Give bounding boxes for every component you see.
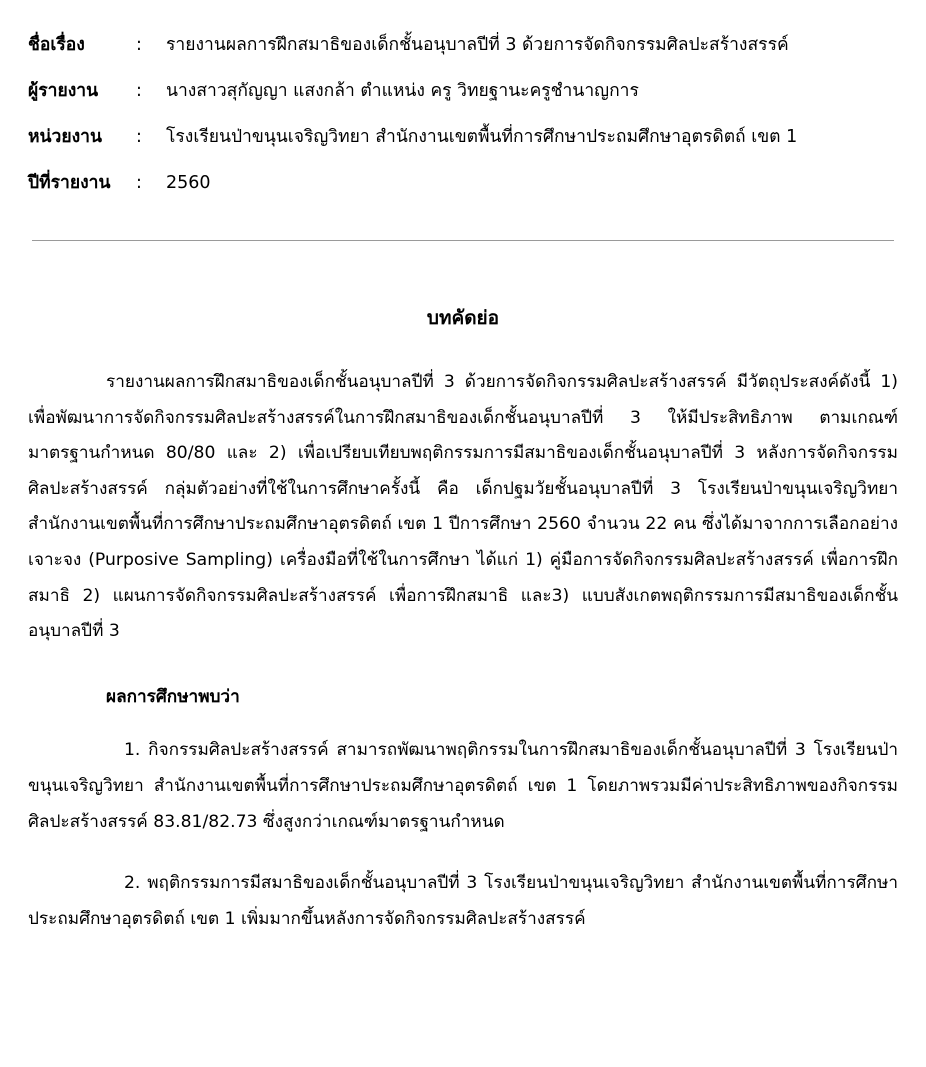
table-row	[28, 126, 898, 172]
metadata-colon: :	[136, 127, 142, 147]
abstract-heading: บทคัดย่อ	[426, 307, 500, 329]
results-heading: ผลการศึกษาพบว่า	[106, 686, 240, 707]
result-item-1: 1. กิจกรรมศิลปะสร้างสรรค์ สามารถพัฒนาพฤติกรรมในการฝึกสมาธิของเด็กชั้นอนุบาลปีที่ 3 โรงเรียนป่าขนุนเจริญวิทยา สำนักงานเขตพื้นที่การศึกษาประถมศึกษาอุตรดิตถ์ เขต 1 โดยภาพรวมมีค่าประสิทธิภาพของกิจกรรมศิลปะสร้างสรรค์ 83.81/82.73 ซึ่งสูงกว่าเกณฑ์มาตรฐานกำหนด	[28, 740, 898, 832]
metadata-label-organization: หน่วยงาน	[28, 127, 102, 147]
table-row	[28, 34, 898, 80]
metadata-colon: :	[136, 81, 142, 101]
metadata-label-author: ผู้รายงาน	[28, 81, 99, 101]
metadata-colon: :	[136, 173, 142, 193]
metadata-value-organization: โรงเรียนป่าขนุนเจริญวิทยา สำนักงานเขตพื้นที่การศึกษาประถมศึกษาอุตรดิตถ์ เขต 1	[166, 127, 798, 147]
metadata-label-title: ชื่อเรื่อง	[28, 35, 85, 55]
metadata-label-year: ปีที่รายงาน	[28, 173, 111, 193]
metadata-value-author: นางสาวสุกัญญา แสงกล้า ตำแหน่ง ครู วิทยฐานะครูชำนาญการ	[166, 81, 639, 101]
abstract-paragraph: รายงานผลการฝึกสมาธิของเด็กชั้นอนุบาลปีที่ 3 ด้วยการจัดกิจกรรมศิลปะสร้างสรรค์ มีวัตถุประสงค์ดังนี้ 1) เพื่อพัฒนาการจัดกิจกรรมศิลปะสร้างสรรค์ในการฝึกสมาธิของเด็กชั้นอนุบาลปีที่ 3 ให้มีประสิทธิภาพ ตามเกณฑ์มาตรฐานกำหนด 80/80 และ 2) เพื่อเปรียบเทียบพฤติกรรมการมีสมาธิของเด็กชั้นอนุบาลปีที่ 3 หลังการจัดกิจกรรมศิลปะสร้างสรรค์ กลุ่มตัวอย่างที่ใช้ในการศึกษาครั้งนี้ คือ เด็กปฐมวัยชั้นอนุบาลปีที่ 3 โรงเรียนป่าขนุนเจริญวิทยา สำนักงานเขตพื้นที่การศึกษาประถมศึกษาอุตรดิตถ์ เขต 1 ปีการศึกษา 2560 จำนวน 22 คน ซึ่งได้มาจากการเลือกอย่างเจาะจง (Purposive Sampling) เครื่องมือที่ใช้ในการศึกษา ได้แก่ 1) คู่มือการจัดกิจกรรมศิลปะสร้างสรรค์ เพื่อการฝึกสมาธิ 2) แผนการจัดกิจกรรมศิลปะสร้างสรรค์ เพื่อการฝึกสมาธิ และ3) แบบสังเกตพฤติกรรมการมีสมาธิของเด็กชั้นอนุบาลปีที่ 3	[28, 372, 898, 642]
metadata-value-title: รายงานผลการฝึกสมาธิของเด็กชั้นอนุบาลปีที่ 3 ด้วยการจัดกิจกรรมศิลปะสร้างสรรค์	[166, 35, 789, 55]
metadata-value-year: 2560	[166, 173, 211, 193]
metadata-colon: :	[136, 35, 142, 55]
result-item-2: 2. พฤติกรรมการมีสมาธิของเด็กชั้นอนุบาลปีที่ 3 โรงเรียนป่าขนุนเจริญวิทยา สำนักงานเขตพื้นที่การศึกษาประถมศึกษาอุตรดิตถ์ เขต 1 เพิ่มมากขึ้นหลังการจัดกิจกรรมศิลปะสร้างสรรค์	[28, 873, 898, 929]
table-row	[28, 172, 898, 218]
report-metadata-table	[28, 34, 898, 218]
table-row	[28, 80, 898, 126]
section-divider	[32, 240, 894, 241]
